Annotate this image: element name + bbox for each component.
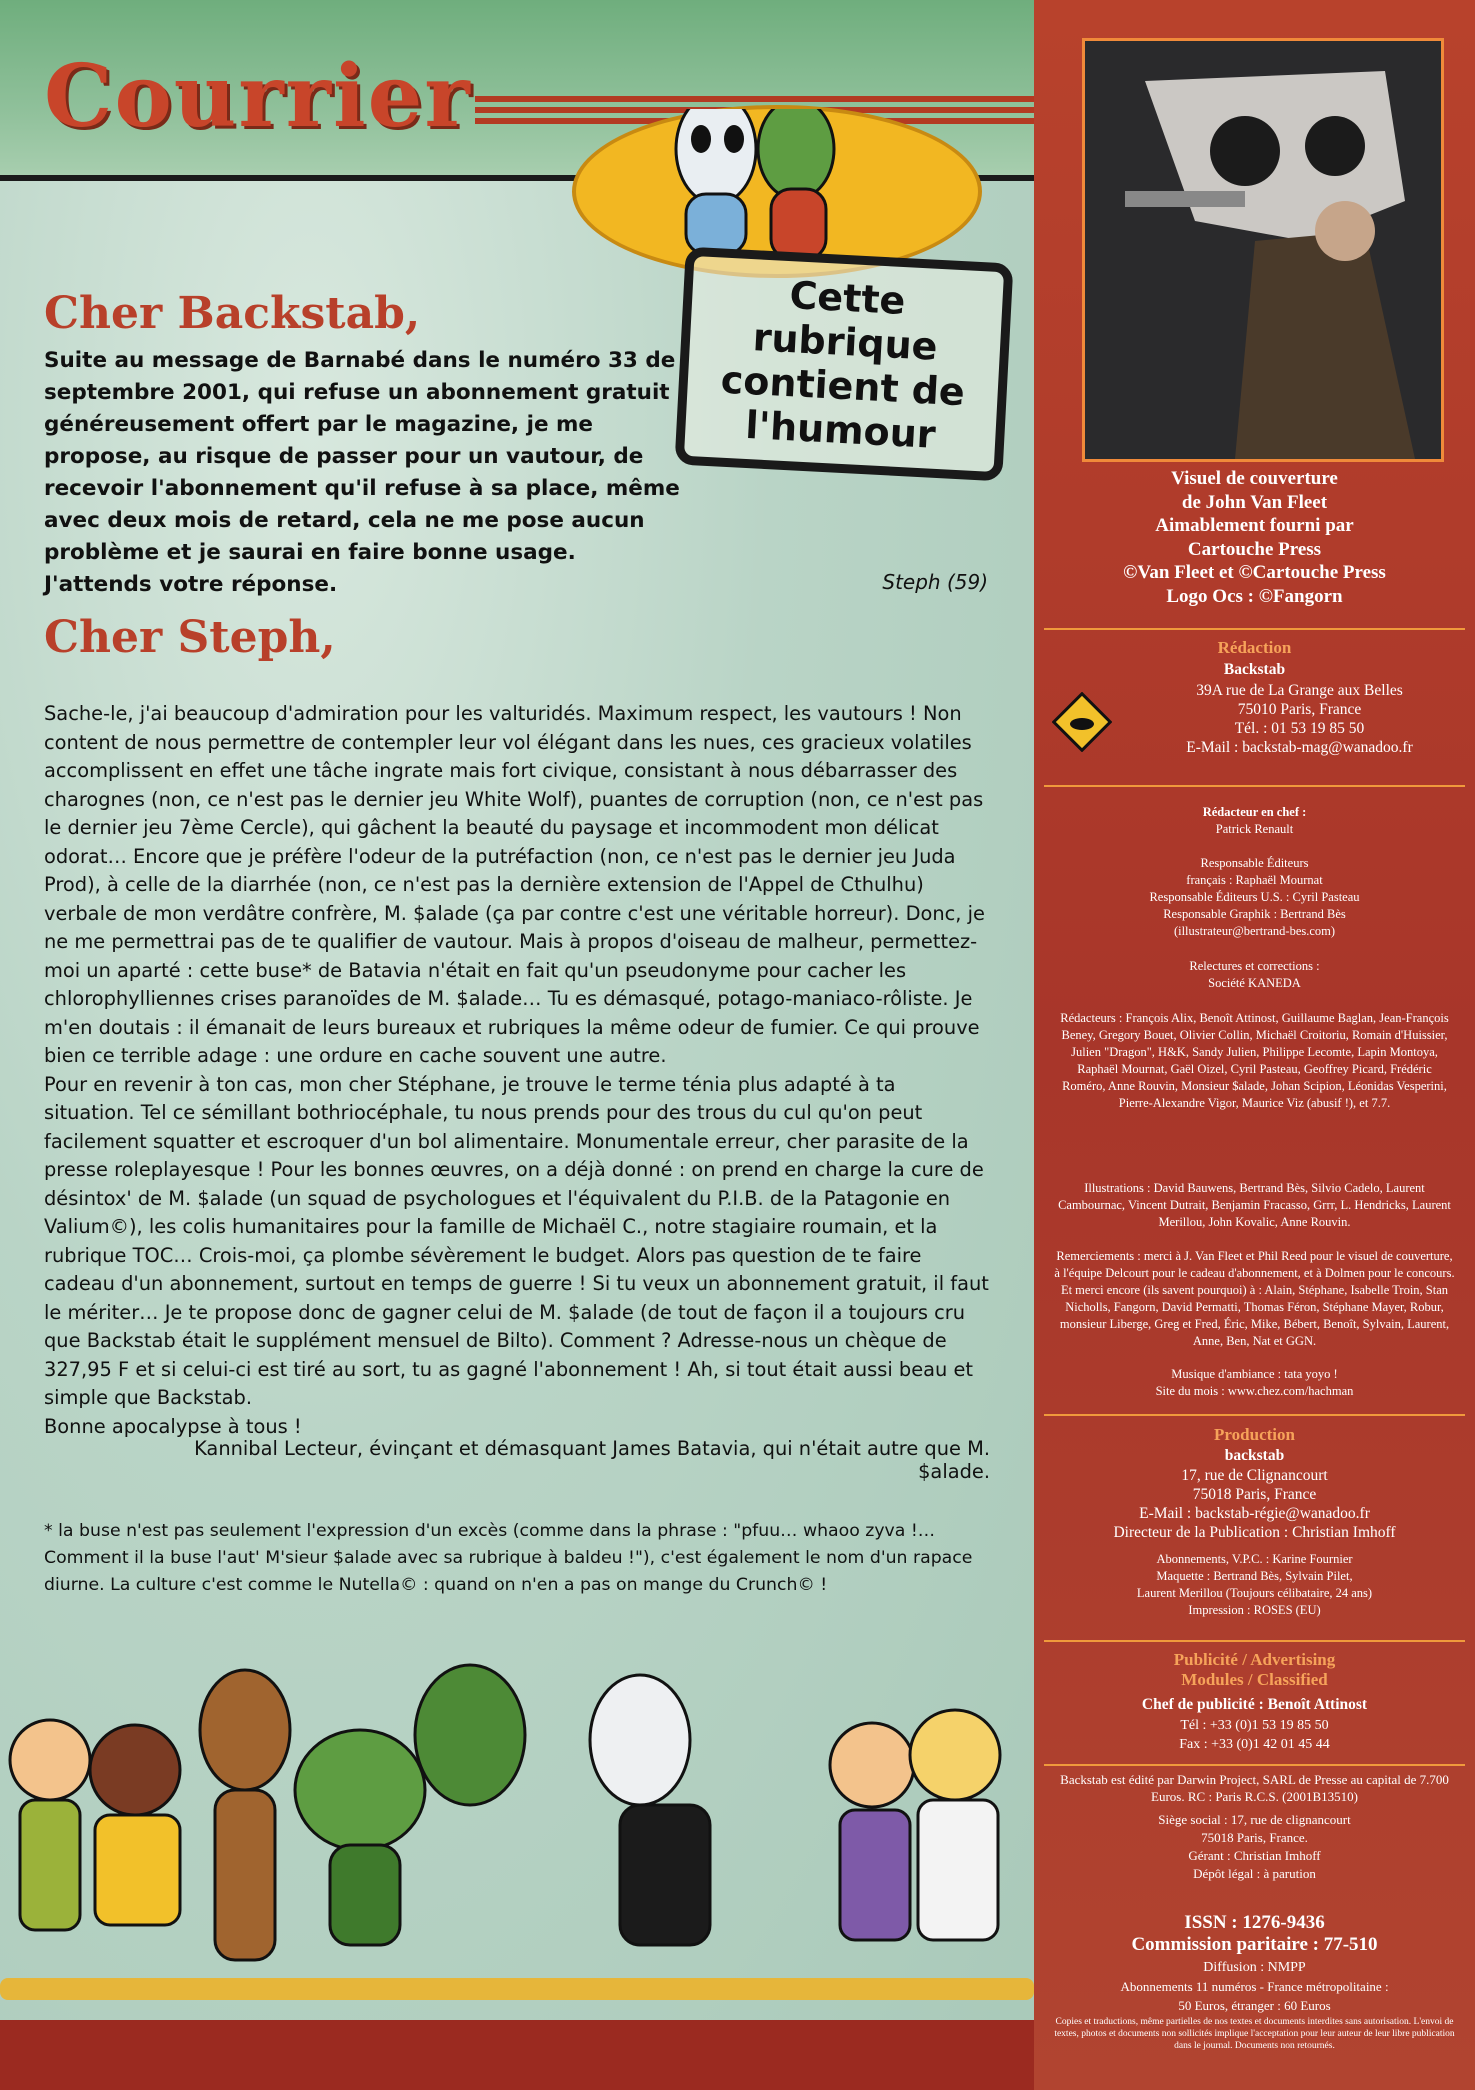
editeur: Backstab est édité par Darwin Project, SARL de Presse au capital de 7.700 Euros. RC : Paris R.C.S. (2001B13510): [1060, 1772, 1449, 1804]
answer-paragraph: Pour en revenir à ton cas, mon cher Stéphane, je trouve le terme ténia plus adapté à ta situation. Tel ce sémillant bothriocéphale, tu nous prends pour des trous du cul qu'on peut facilement squatter et escroquer d'un bol alimentaire. Monumentale erreur, cher parasite de la presse roleplayesque ! Pour les bonnes œuvres, on a déjà donné : on prend en charge la cure de désintox' de M. $alade (un squad de psychologues et l'équivalent du P.I.B. de la Patagonie en Valium©), les colis humanitaires pour la famille de Michaël C., notre stagiaire roumain, et la rubrique TOC… Crois-moi, ça plombe sévèrement le budget. Alors pas question de te faire cadeau d'un abonnement, surtout en temps de guerre ! Si tu veux un abonnement gratuit, il faut le mériter… Je te propose donc de gagner celui de M. $alade (de tout de façon il a toujours cru que Backstab était le supplément mensuel de Bilto). Comment ? Adresse-nous un chèque de 327,95 F et si celui-ci est tiré au sort, tu as gagné l'abonnement ! Ah, si tout était aussi beau et simple que Backstab.: [44, 1072, 989, 1409]
musique: Musique d'ambiance : tata yoyo !: [1171, 1367, 1338, 1381]
production-staff: Abonnements, V.P.C. : Karine Fournier Maquette : Bertrand Bès, Sylvain Pilet, Laurent Merillou (Toujours célibataire, 24 ans) Impression : ROSES (EU): [1136, 1552, 1373, 1617]
answer-body: [44, 700, 990, 1441]
pub-tel: Tél : +33 (0)1 53 19 85 50 Fax : +33 (0)1 42 01 45 44: [1179, 1718, 1330, 1752]
pub-title: Publicité / Advertising Modules / Classified: [1173, 1650, 1336, 1689]
redaction-title: Rédaction: [1217, 638, 1292, 657]
stamp-text: Cette rubrique contient de l'humour: [719, 273, 966, 457]
letter-signature: Steph (59): [882, 570, 988, 594]
separator: [1044, 1764, 1465, 1766]
production-name: backstab: [1224, 1447, 1285, 1464]
cartoon-characters: [0, 1640, 1034, 2060]
bottom-band: [0, 2020, 1034, 2090]
site-du-mois: Site du mois : www.chez.com/hachman: [1155, 1384, 1354, 1398]
chef-name: Patrick Renault: [1215, 822, 1294, 836]
relectures: Relectures et corrections : Société KANEDA: [1189, 959, 1320, 990]
issn: ISSN : 1276-9436 Commission paritaire : 77-510: [1131, 1912, 1378, 1955]
cover-caption: Visuel de couverture de John Van Fleet Aimablement fourni par Cartouche Press ©Van Fleet et ©Cartouche Press Logo Ocs : ©Fangorn: [1123, 468, 1386, 607]
separator: [1044, 628, 1465, 630]
separator: [1044, 1640, 1465, 1642]
pub-chef: Chef de publicité : Benoît Attinost: [1141, 1696, 1368, 1713]
sidebar: [1034, 0, 1475, 2090]
illustrations: Illustrations : David Bauwens, Bertrand Bès, Silvio Cadelo, Laurent Cambournac, Vincent Dutrait, Benjamin Fracasso, Grrr, L. Hendricks, Laurent Merillou, John Kovalic, Anne Rouvin.: [1058, 1181, 1451, 1229]
redaction-name: Backstab: [1223, 661, 1286, 678]
redaction-address: 39A rue de La Grange aux Belles 75010 Paris, France Tél. : 01 53 19 85 50 E-Mail : backstab-mag@wanadoo.fr: [1186, 682, 1413, 756]
letter-heading: Cher Backstab,: [44, 288, 421, 339]
production-address: 17, rue de Clignancourt 75018 Paris, France E-Mail : backstab-régie@wanadoo.fr Directeur de la Publication : Christian Imhoff: [1113, 1467, 1396, 1541]
answer-heading: Cher Steph,: [44, 612, 336, 663]
letter-body: Suite au message de Barnabé dans le numéro 33 de septembre 2001, qui refuse un abonnement gratuit généreusement offert par le magazine, je me propose, au risque de passer pour un vautour, de recevoir l'abonnement qu'il refuse à sa place, même avec deux mois de retard, cela ne me pose aucun problème et je saurai en faire bonne usage. J'attends votre réponse.: [44, 348, 680, 597]
diffusion: Diffusion : NMPP: [1203, 1960, 1306, 1975]
siege: Siège social : 17, rue de clignancourt 75018 Paris, France. Gérant : Christian Imhoff Dépôt légal : à parution: [1158, 1812, 1351, 1881]
separator: [1044, 1414, 1465, 1416]
chef-label: Rédacteur en chef :: [1202, 805, 1307, 819]
answer-paragraph: Sache-le, j'ai beaucoup d'admiration pour les valturidés. Maximum respect, les vautours ! Non content de nous permettre de contempler leur vol élégant dans les nues, ces gracieux volatiles accomplissent en effet une tâche ingrate mais fort civique, consistant à nous débarrasser des charognes (non, ce n'est pas le dernier jeu White Wolf), puantes de corruption (non, ce n'est pas le dernier jeu 7ème Cercle), qui gâchent la beauté du paysage et incommodent mon délicat odorat… Encore que je préfère l'odeur de la putréfaction (non, ce n'est pas le dernier jeu Juda Prod), à celle de la diarrhée (non, ce n'est pas la dernière extension de l'Appel de Cthulhu) verbale de mon verdâtre confrère, M. $alade (ça par contre c'est une véritable horreur). Donc, je ne me permettrai pas de te qualifier de vautour. Mais à propos d'oiseau de malheur, permettez-moi un aparté : cette buse* de Batavia n'était en fait qu'un pseudonyme pour cacher les chlorophylliennes crises paranoïdes de M. $alade… Tu es démasqué, potago-maniaco-rôliste. Je m'en doutais : il émanait de leurs bureaux et rubriques la même odeur de fumier. Ce qui prouve bien ce terrible adage : une ordure en cache souvent une autre.: [44, 702, 985, 1067]
page-title: Courrier: [44, 46, 472, 147]
mascot-illustration: [576, 109, 978, 274]
redacteurs: Rédacteurs : François Alix, Benoît Attinost, Guillaume Baglan, Jean-François Beney, Gregory Bouet, Olivier Collin, Michaël Croitoriu, Romain d'Huissier, Julien "Dragon", H&K, Sandy Julien, Philippe Lecomte, Lapin Montoya, Raphaël Mournat, Gaël Oizel, Cyril Pasteau, Geoffrey Picard, Frédéric Roméro, Anne Rouvin, Monsieur $alade, Johan Scipion, Léonidas Vesperini, Pierre-Alexandre Vigor, Maurice Viz (abusif !), et 7.7.: [1060, 1011, 1449, 1110]
responsables: Responsable Éditeurs français : Raphaël Mournat Responsable Éditeurs U.S. : Cyril Pasteau Responsable Graphik : Bertrand Bès (illustrateur@bertrand-bes.com): [1149, 856, 1360, 938]
answer-paragraph: Bonne apocalypse à tous !: [44, 1414, 302, 1438]
footnote: * la buse n'est pas seulement l'expression d'un excès (comme dans la phrase : "pfuu… whaoo zyva !… Comment il la buse l'aut' M'sieur $alade avec sa rubrique à baldeu !"), c'est également le nom d'un rapace diurne. La culture c'est comme le Nutella© : quand on n'en a pas on mange du Crunch© !: [44, 1521, 973, 1595]
abonnements: Abonnements 11 numéros - France métropolitaine : 50 Euros, étranger : 60 Euros: [1120, 1979, 1389, 2013]
warning-sign-icon: [1052, 692, 1112, 752]
cover-illustration: [1085, 41, 1441, 459]
cover-image: [1082, 38, 1444, 462]
characters-illustration: [0, 1640, 1034, 2060]
copies-notice: Copies et traductions, même partielles de nos textes et documents interdites sans autorisation. L'envoi de textes, photos et documents non sollicités implique l'acceptation pour leur auteur de leur libre publication dans le journal. Documents non retournés.: [1054, 2017, 1455, 2051]
separator: [1044, 785, 1465, 787]
answer-signature: Kannibal Lecteur, évinçant et démasquant James Batavia, qui n'était autre que M. $alade.: [194, 1437, 990, 1483]
production-title: Production: [1214, 1425, 1295, 1444]
humour-stamp: [675, 247, 1014, 482]
remerciements: Remerciements : merci à J. Van Fleet et Phil Reed pour le visuel de couverture, à l'équipe Delcourt pour le cadeau d'abonnement, et à Dolmen pour le concours. Et merci encore (ils savent pourquoi) à : Alain, Stéphane, Isabelle Troin, Stan Nicholls, Fangorn, David Permatti, Thomas Féron, Stéphane Mayer, Robur, monsieur Liberge, Greg et Fred, Éric, Mike, Bébert, Benoît, Sylvain, Laurent, Anne, Ben, Nat et GGN.: [1054, 1249, 1455, 1348]
